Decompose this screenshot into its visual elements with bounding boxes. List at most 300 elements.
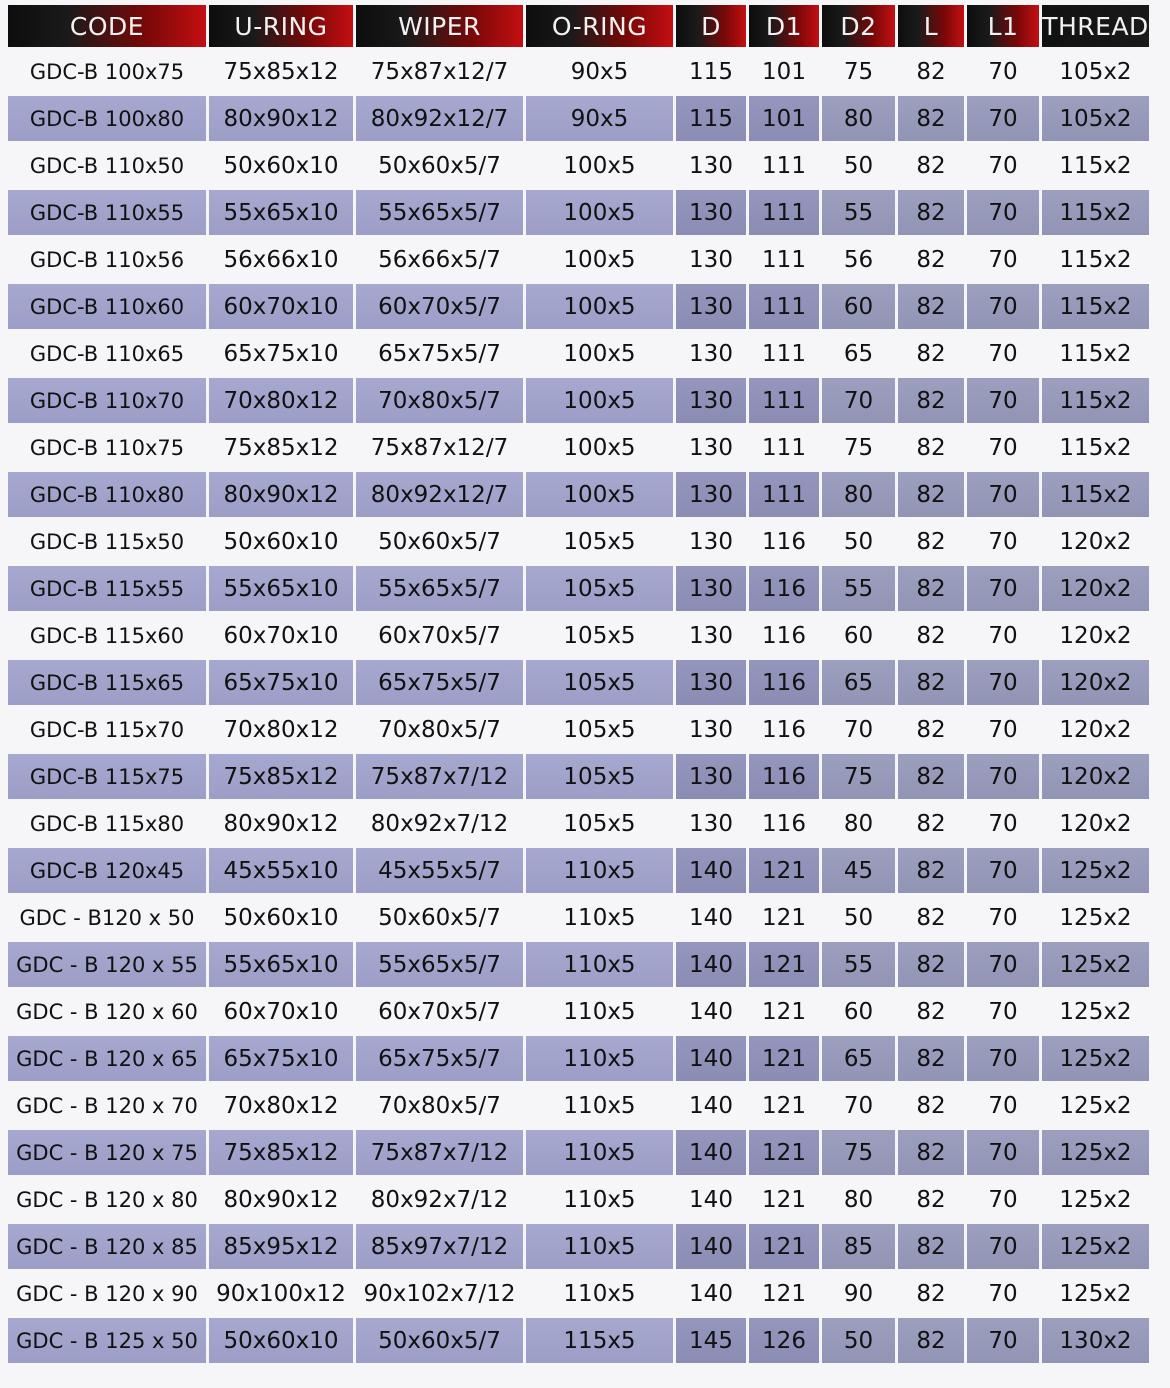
cell-o-ring: 110x5 [563,1280,636,1307]
cell-l: 82 [898,96,964,141]
table-row [8,1224,1149,1269]
cell-thread: 105x2 [1042,96,1149,141]
cell-wiper: 90x102x7/12 [363,1280,516,1307]
header-code: CODE [8,5,206,47]
cell-l: 82 [916,1092,946,1119]
cell-d2: 56 [843,246,874,273]
cell-l1: 70 [988,1092,1018,1119]
table-row [8,895,1149,940]
cell-d: 140 [689,998,733,1025]
cell-thread: 115x2 [1059,340,1132,367]
cell-d: 130 [676,472,746,517]
cell-u-ring: 50x60x10 [223,152,339,179]
cell-d1: 111 [762,246,806,273]
cell-d2: 65 [822,660,895,705]
cell-o-ring: 110x5 [563,1092,636,1119]
cell-thread: 120x2 [1059,528,1132,555]
cell-u-ring: 80x90x12 [209,472,353,517]
header-d1: D1 [749,5,819,47]
cell-wiper: 50x60x5/7 [356,1318,523,1363]
cell-l: 82 [916,622,946,649]
cell-o-ring: 105x5 [563,810,636,837]
cell-code: GDC - B120 x 50 [19,905,195,930]
header-wiper: WIPER [356,5,523,47]
cell-u-ring: 60x70x10 [209,284,353,329]
cell-d: 130 [676,754,746,799]
cell-wiper: 45x55x5/7 [356,848,523,893]
cell-u-ring: 80x90x12 [209,96,353,141]
cell-d2: 65 [843,340,874,367]
cell-code: GDC - B 120 x 75 [8,1130,206,1175]
cell-wiper: 60x70x5/7 [356,284,523,329]
cell-l: 82 [916,340,946,367]
cell-d: 140 [676,848,746,893]
table-row [8,1130,1149,1175]
cell-code: GDC - B 120 x 55 [8,942,206,987]
cell-u-ring: 50x60x10 [223,904,339,931]
cell-l: 82 [916,528,946,555]
cell-code: GDC-B 110x70 [8,378,206,423]
cell-l1: 70 [988,998,1018,1025]
cell-o-ring: 90x5 [526,96,673,141]
cell-d2: 65 [822,1036,895,1081]
cell-code: GDC-B 100x80 [8,96,206,141]
cell-thread: 115x2 [1042,190,1149,235]
cell-code: GDC-B 110x56 [29,247,185,272]
cell-d2: 50 [843,152,874,179]
cell-u-ring: 70x80x12 [223,716,339,743]
table-row [8,143,1149,188]
cell-thread: 120x2 [1042,660,1149,705]
cell-l1: 70 [967,378,1039,423]
table-row [8,848,1149,893]
cell-code: GDC-B 115x60 [29,623,185,648]
cell-d1: 111 [762,340,806,367]
cell-wiper: 80x92x12/7 [356,96,523,141]
cell-code: GDC - B 120 x 80 [16,1187,198,1212]
cell-l: 82 [898,1036,964,1081]
cell-wiper: 60x70x5/7 [378,998,501,1025]
cell-d: 130 [689,340,733,367]
cell-l1: 70 [967,1130,1039,1175]
table-row [8,284,1149,329]
cell-o-ring: 105x5 [563,622,636,649]
cell-thread: 125x2 [1059,1092,1132,1119]
table-row [8,190,1149,235]
cell-o-ring: 100x5 [563,246,636,273]
cell-l1: 70 [988,528,1018,555]
table-row [8,1036,1149,1081]
cell-code: GDC-B 100x75 [29,59,185,84]
cell-o-ring: 110x5 [526,942,673,987]
cell-d: 130 [676,378,746,423]
cell-o-ring: 100x5 [563,340,636,367]
cell-u-ring: 80x90x12 [223,1186,339,1213]
cell-d2: 55 [822,942,895,987]
cell-wiper: 56x66x5/7 [378,246,501,273]
cell-o-ring: 105x5 [563,528,636,555]
cell-d: 130 [676,566,746,611]
cell-u-ring: 50x60x10 [209,1318,353,1363]
cell-l: 82 [898,566,964,611]
cell-d: 130 [689,434,733,461]
cell-o-ring: 110x5 [526,848,673,893]
cell-o-ring: 105x5 [526,754,673,799]
cell-d1: 111 [762,434,806,461]
cell-u-ring: 60x70x10 [223,622,339,649]
cell-l1: 70 [988,1186,1018,1213]
cell-d1: 121 [749,1224,819,1269]
cell-o-ring: 105x5 [526,566,673,611]
cell-d2: 90 [843,1280,874,1307]
cell-code: GDC-B 110x55 [8,190,206,235]
cell-u-ring: 85x95x12 [209,1224,353,1269]
cell-thread: 120x2 [1059,622,1132,649]
cell-d1: 121 [762,904,806,931]
header-o-ring: O-RING [526,5,673,47]
cell-o-ring: 100x5 [563,434,636,461]
cell-l1: 70 [988,1280,1018,1307]
cell-thread: 125x2 [1042,1130,1149,1175]
cell-u-ring: 56x66x10 [223,246,339,273]
cell-o-ring: 105x5 [526,660,673,705]
cell-d2: 60 [843,998,874,1025]
cell-d: 115 [676,96,746,141]
header-l1: L1 [967,5,1039,47]
cell-l: 82 [898,754,964,799]
cell-wiper: 55x65x5/7 [356,566,523,611]
cell-code: GDC-B 115x80 [29,811,185,836]
cell-o-ring: 110x5 [563,904,636,931]
table-row [8,989,1149,1034]
cell-l: 82 [916,1186,946,1213]
cell-d2: 70 [822,378,895,423]
cell-code: GDC-B 115x50 [29,529,185,554]
table-row [8,566,1149,611]
cell-code: GDC - B 125 x 50 [8,1318,206,1363]
cell-wiper: 75x87x12/7 [370,434,509,461]
cell-thread: 130x2 [1042,1318,1149,1363]
cell-code: GDC-B 115x55 [8,566,206,611]
cell-d2: 50 [843,528,874,555]
cell-d2: 60 [822,284,895,329]
cell-l: 82 [898,1224,964,1269]
cell-o-ring: 100x5 [526,190,673,235]
cell-l: 82 [898,1318,964,1363]
cell-d1: 116 [762,528,806,555]
cell-d2: 70 [843,716,874,743]
cell-code: GDC-B 110x50 [29,153,185,178]
cell-d1: 121 [762,1092,806,1119]
cell-code: GDC-B 110x65 [29,341,185,366]
cell-wiper: 70x80x5/7 [378,716,501,743]
cell-thread: 115x2 [1042,284,1149,329]
cell-u-ring: 65x75x10 [223,340,339,367]
cell-l1: 70 [988,810,1018,837]
cell-l: 82 [898,660,964,705]
cell-thread: 120x2 [1059,810,1132,837]
table-row [8,331,1149,376]
cell-d2: 80 [843,810,874,837]
cell-l: 82 [916,998,946,1025]
cell-thread: 125x2 [1059,1186,1132,1213]
cell-d2: 45 [822,848,895,893]
cell-d1: 121 [749,1036,819,1081]
cell-d1: 101 [749,96,819,141]
cell-l: 82 [898,378,964,423]
header-d: D [676,5,746,47]
cell-d: 130 [689,528,733,555]
cell-d2: 85 [822,1224,895,1269]
cell-thread: 115x2 [1042,472,1149,517]
cell-d1: 101 [762,58,806,85]
cell-l1: 70 [988,340,1018,367]
cell-u-ring: 45x55x10 [209,848,353,893]
cell-u-ring: 70x80x12 [209,378,353,423]
cell-d1: 121 [762,998,806,1025]
cell-u-ring: 60x70x10 [223,998,339,1025]
cell-d2: 80 [822,472,895,517]
cell-d: 140 [676,1224,746,1269]
table-row [8,754,1149,799]
cell-thread: 120x2 [1059,716,1132,743]
cell-code: GDC-B 110x80 [8,472,206,517]
cell-l1: 70 [988,58,1018,85]
cell-l1: 70 [967,284,1039,329]
cell-wiper: 55x65x5/7 [356,942,523,987]
cell-l1: 70 [967,1224,1039,1269]
cell-u-ring: 70x80x12 [223,1092,339,1119]
header-d2: D2 [822,5,895,47]
table-row [8,237,1149,282]
cell-l: 82 [916,246,946,273]
header-u-ring: U-RING [209,5,353,47]
cell-o-ring: 90x5 [570,58,629,85]
cell-code: GDC-B 115x70 [29,717,185,742]
cell-d: 130 [676,190,746,235]
cell-d2: 75 [843,58,874,85]
cell-thread: 125x2 [1042,1036,1149,1081]
cell-l1: 70 [988,904,1018,931]
cell-wiper: 80x92x7/12 [370,810,509,837]
cell-d1: 116 [762,716,806,743]
cell-l1: 70 [967,566,1039,611]
cell-u-ring: 55x65x10 [209,942,353,987]
cell-wiper: 50x60x5/7 [378,528,501,555]
cell-thread: 125x2 [1042,1224,1149,1269]
cell-d1: 116 [762,622,806,649]
table-row [8,472,1149,517]
cell-code: GDC-B 115x65 [8,660,206,705]
cell-l: 82 [898,284,964,329]
cell-u-ring: 80x90x12 [223,810,339,837]
cell-u-ring: 90x100x12 [216,1280,346,1307]
cell-d: 140 [689,1186,733,1213]
cell-u-ring: 75x85x12 [223,434,339,461]
cell-l: 82 [898,190,964,235]
table-row [8,1271,1149,1316]
cell-wiper: 75x87x7/12 [356,754,523,799]
table-row [8,1318,1149,1363]
cell-u-ring: 75x85x12 [223,58,339,85]
cell-o-ring: 115x5 [526,1318,673,1363]
cell-o-ring: 110x5 [526,1130,673,1175]
cell-o-ring: 110x5 [526,1036,673,1081]
cell-l1: 70 [967,190,1039,235]
table-row [8,49,1149,94]
cell-d2: 50 [843,904,874,931]
cell-thread: 120x2 [1042,754,1149,799]
cell-u-ring: 50x60x10 [223,528,339,555]
cell-wiper: 75x87x12/7 [370,58,509,85]
cell-d2: 50 [822,1318,895,1363]
cell-code: GDC - B 120 x 70 [16,1093,198,1118]
cell-d: 130 [676,284,746,329]
cell-l1: 70 [988,622,1018,649]
cell-wiper: 60x70x5/7 [378,622,501,649]
cell-l1: 70 [967,96,1039,141]
cell-d1: 121 [749,1130,819,1175]
table-row [8,1083,1149,1128]
cell-d: 140 [689,904,733,931]
cell-d: 140 [689,1092,733,1119]
table-row [8,1177,1149,1222]
cell-d1: 116 [762,810,806,837]
cell-l: 82 [916,810,946,837]
cell-wiper: 80x92x7/12 [370,1186,509,1213]
cell-l: 82 [916,434,946,461]
cell-d1: 121 [749,942,819,987]
cell-l1: 70 [967,848,1039,893]
cell-thread: 115x2 [1059,152,1132,179]
cell-d1: 116 [749,754,819,799]
cell-d1: 121 [762,1280,806,1307]
table-row [8,96,1149,141]
cell-wiper: 80x92x12/7 [356,472,523,517]
table-row [8,942,1149,987]
cell-u-ring: 65x75x10 [209,1036,353,1081]
cell-l1: 70 [967,942,1039,987]
cell-d2: 75 [822,1130,895,1175]
cell-l1: 70 [967,754,1039,799]
cell-d1: 116 [749,566,819,611]
cell-l1: 70 [988,716,1018,743]
table-body [8,49,1149,1363]
cell-d: 130 [689,622,733,649]
cell-u-ring: 75x85x12 [209,1130,353,1175]
cell-d: 130 [689,152,733,179]
cell-code: GDC-B 110x60 [8,284,206,329]
cell-l1: 70 [967,660,1039,705]
cell-thread: 125x2 [1059,904,1132,931]
cell-d2: 75 [822,754,895,799]
cell-thread: 115x2 [1042,378,1149,423]
table-row [8,801,1149,846]
cell-d: 140 [676,1130,746,1175]
cell-o-ring: 110x5 [563,998,636,1025]
header-row [8,5,1149,47]
cell-wiper: 70x80x5/7 [378,1092,501,1119]
cell-d2: 80 [843,1186,874,1213]
cell-u-ring: 55x65x10 [209,190,353,235]
cell-l: 82 [916,904,946,931]
cell-d2: 70 [843,1092,874,1119]
cell-d1: 111 [749,472,819,517]
cell-thread: 125x2 [1059,1280,1132,1307]
cell-wiper: 65x75x5/7 [378,340,501,367]
cell-l: 82 [916,1280,946,1307]
cell-o-ring: 105x5 [563,716,636,743]
cell-d: 130 [689,716,733,743]
cell-d1: 121 [762,1186,806,1213]
cell-wiper: 50x60x5/7 [378,904,501,931]
cell-d: 140 [689,1280,733,1307]
cell-l1: 70 [988,152,1018,179]
cell-o-ring: 110x5 [563,1186,636,1213]
cell-l: 82 [916,58,946,85]
cell-d: 115 [689,58,733,85]
cell-l: 82 [916,152,946,179]
cell-o-ring: 100x5 [526,472,673,517]
cell-thread: 105x2 [1059,58,1132,85]
cell-wiper: 75x87x7/12 [356,1130,523,1175]
cell-d1: 116 [749,660,819,705]
cell-d2: 55 [822,190,895,235]
header-l: L [898,5,964,47]
cell-wiper: 50x60x5/7 [378,152,501,179]
specs-table [5,3,1152,1365]
cell-code: GDC-B 115x75 [8,754,206,799]
cell-wiper: 55x65x5/7 [356,190,523,235]
cell-d: 140 [676,1036,746,1081]
cell-l1: 70 [988,246,1018,273]
table-row [8,613,1149,658]
table-row [8,519,1149,564]
cell-l: 82 [898,472,964,517]
cell-thread: 120x2 [1042,566,1149,611]
table-row [8,707,1149,752]
cell-o-ring: 100x5 [526,378,673,423]
cell-l: 82 [916,716,946,743]
cell-l1: 70 [967,1036,1039,1081]
cell-code: GDC - B 120 x 85 [8,1224,206,1269]
table-row [8,425,1149,470]
cell-u-ring: 65x75x10 [209,660,353,705]
cell-code: GDC-B 110x75 [29,435,185,460]
cell-l: 82 [898,1130,964,1175]
cell-d2: 55 [822,566,895,611]
cell-thread: 125x2 [1059,998,1132,1025]
cell-o-ring: 100x5 [563,152,636,179]
cell-thread: 115x2 [1059,434,1132,461]
cell-d: 140 [676,942,746,987]
cell-d2: 80 [822,96,895,141]
table-row [8,660,1149,705]
table-row [8,378,1149,423]
cell-o-ring: 110x5 [526,1224,673,1269]
cell-d: 130 [689,810,733,837]
cell-wiper: 65x75x5/7 [356,660,523,705]
cell-thread: 125x2 [1042,848,1149,893]
cell-code: GDC - B 120 x 60 [16,999,198,1024]
cell-l1: 70 [967,472,1039,517]
cell-d: 130 [676,660,746,705]
cell-d: 130 [689,246,733,273]
cell-d2: 75 [843,434,874,461]
cell-wiper: 85x97x7/12 [356,1224,523,1269]
cell-code: GDC - B 120 x 65 [8,1036,206,1081]
cell-code: GDC-B 120x45 [8,848,206,893]
